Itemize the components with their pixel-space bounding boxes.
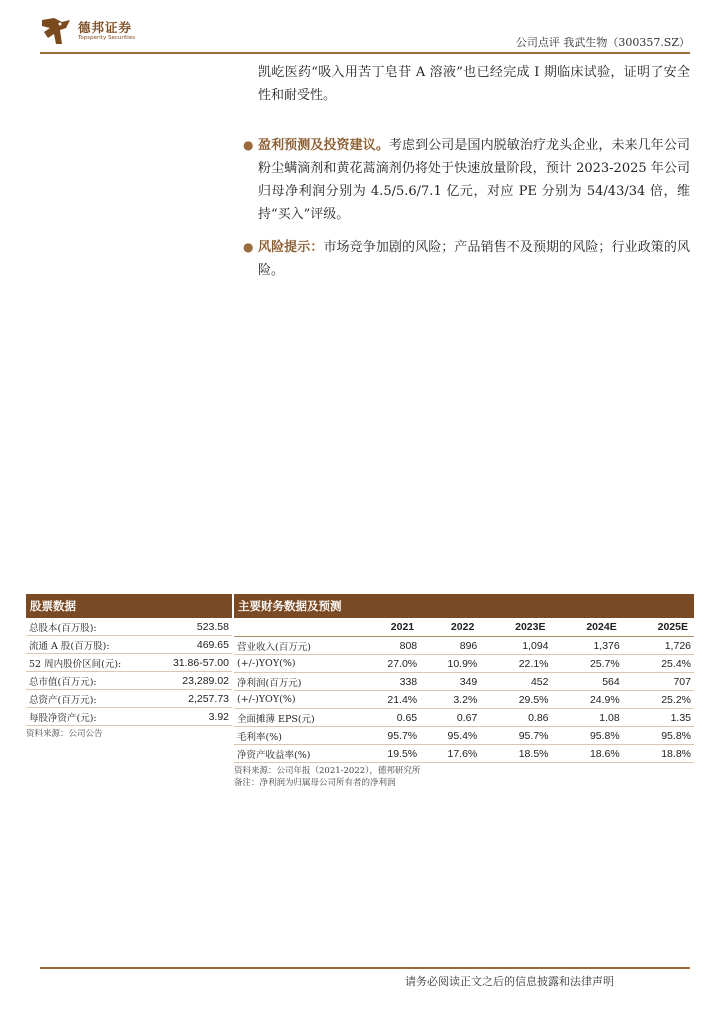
row-value: 1.35 — [623, 709, 694, 727]
row-value: 10.9% — [420, 655, 480, 673]
row-value: 95.7% — [360, 727, 420, 745]
bullet-icon: ● — [243, 138, 254, 152]
stock-table-source: 资料来源：公司公告 — [26, 729, 103, 739]
row-value: 0.67 — [420, 709, 480, 727]
table-row — [234, 727, 694, 745]
logo-mark-icon — [40, 16, 72, 46]
header-divider — [40, 52, 690, 54]
row-label: 净利润(百万元) — [234, 673, 360, 691]
row-value: 0.86 — [480, 709, 551, 727]
row-label: 每股净资产(元): — [26, 708, 152, 726]
row-value: 469.65 — [152, 636, 232, 654]
paragraph-keyword: 风险提示： — [258, 240, 324, 255]
year-header: 2023E — [480, 618, 551, 637]
footer-disclaimer: 请务必阅读正文之后的信息披露和法律声明 — [405, 975, 614, 988]
row-value: 19.5% — [360, 745, 420, 763]
table-row — [234, 691, 694, 709]
table-header-row — [234, 618, 694, 637]
footer-divider — [40, 967, 690, 969]
row-label: (+/-)YOY(%) — [234, 691, 360, 709]
paragraph-clinical — [258, 61, 690, 107]
row-value: 0.65 — [360, 709, 420, 727]
row-value: 808 — [360, 637, 420, 655]
row-value: 95.8% — [623, 727, 694, 745]
bullet-icon: ● — [243, 240, 254, 254]
fin-table-source: 资料来源：公司年报（2021-2022），德邦研究所 — [234, 766, 421, 776]
table-row — [26, 636, 232, 654]
row-value: 18.6% — [552, 745, 623, 763]
row-label: 总股本(百万股): — [26, 618, 152, 636]
table-row — [26, 618, 232, 636]
year-header: 2025E — [623, 618, 694, 637]
row-label: 流通 A 股(百万股): — [26, 636, 152, 654]
row-label: 毛利率(%) — [234, 727, 360, 745]
table-row — [26, 672, 232, 690]
row-value: 1,094 — [480, 637, 551, 655]
row-label: (+/-)YOY(%) — [234, 655, 360, 673]
row-value: 25.2% — [623, 691, 694, 709]
table-row — [26, 708, 232, 726]
year-header: 2022 — [420, 618, 480, 637]
table-row — [234, 709, 694, 727]
row-value: 3.2% — [420, 691, 480, 709]
table-row — [234, 637, 694, 655]
year-header: 2024E — [552, 618, 623, 637]
row-value: 896 — [420, 637, 480, 655]
paragraph-text: 考虑到公司是国内脱敏治疗龙头企业，未来几年公司粉尘螨滴剂和黄花蒿滴剂仍将处于快速放量阶段，预计 2023-2025 年公司归母净利润分别为 4.5/5.6/7.1 亿元，对应 PE 分别为 54/43/34 倍，维持“买入”评级。 — [258, 138, 690, 222]
row-value: 31.86-57.00 — [152, 654, 232, 672]
row-label: 净资产收益率(%) — [234, 745, 360, 763]
report-header-title: 公司点评 我武生物（300357.SZ） — [515, 36, 690, 49]
row-value: 24.9% — [552, 691, 623, 709]
row-value: 95.7% — [480, 727, 551, 745]
row-value: 18.5% — [480, 745, 551, 763]
stock-data-section — [26, 594, 232, 740]
row-value: 564 — [552, 673, 623, 691]
logo-name: 德邦证券 — [78, 20, 133, 35]
row-value: 18.8% — [623, 745, 694, 763]
row-value: 2,257.73 — [152, 690, 232, 708]
table-row — [234, 655, 694, 673]
year-header: 2021 — [360, 618, 420, 637]
financial-forecast-section — [234, 594, 694, 789]
table-row — [234, 745, 694, 763]
paragraph-text: 市场竞争加剧的风险；产品销售不及预期的风险；行业政策的风险。 — [258, 240, 690, 278]
table-row — [26, 690, 232, 708]
row-value: 25.4% — [623, 655, 694, 673]
paragraph-keyword: 盈利预测及投资建议。 — [258, 138, 389, 153]
row-value: 23,289.02 — [152, 672, 232, 690]
stock-data-table — [26, 618, 232, 726]
stock-table-title: 股票数据 — [26, 594, 232, 618]
row-value: 1.08 — [552, 709, 623, 727]
row-value: 95.8% — [552, 727, 623, 745]
paragraph-risk — [243, 236, 690, 282]
financial-table — [234, 618, 694, 763]
row-label: 全面摊薄 EPS(元) — [234, 709, 360, 727]
row-value: 22.1% — [480, 655, 551, 673]
header-blank — [234, 618, 360, 637]
row-value: 17.6% — [420, 745, 480, 763]
row-value: 1,726 — [623, 637, 694, 655]
row-label: 总资产(百万元): — [26, 690, 152, 708]
fin-table-note: 备注：净利润为归属母公司所有者的净利润 — [234, 778, 396, 788]
row-value: 523.58 — [152, 618, 232, 636]
company-logo — [40, 16, 136, 48]
table-row — [234, 673, 694, 691]
logo-english-name: Topsperity Securities — [78, 35, 136, 41]
financial-table-body — [234, 637, 694, 763]
row-label: 营业收入(百万元) — [234, 637, 360, 655]
row-value: 1,376 — [552, 637, 623, 655]
row-value: 452 — [480, 673, 551, 691]
row-value: 3.92 — [152, 708, 232, 726]
row-label: 总市值(百万元): — [26, 672, 152, 690]
paragraph-forecast — [243, 134, 690, 226]
row-value: 338 — [360, 673, 420, 691]
row-value: 95.4% — [420, 727, 480, 745]
row-value: 27.0% — [360, 655, 420, 673]
row-value: 29.5% — [480, 691, 551, 709]
row-value: 21.4% — [360, 691, 420, 709]
fin-table-title: 主要财务数据及预测 — [234, 594, 694, 618]
row-value: 707 — [623, 673, 694, 691]
paragraph-text: 凯屹医药“吸入用苦丁皂苷 A 溶液”也已经完成 I 期临床试验，证明了安全性和耐受性。 — [258, 65, 690, 103]
row-value: 349 — [420, 673, 480, 691]
table-row — [26, 654, 232, 672]
row-value: 25.7% — [552, 655, 623, 673]
row-label: 52 周内股价区间(元): — [26, 654, 152, 672]
